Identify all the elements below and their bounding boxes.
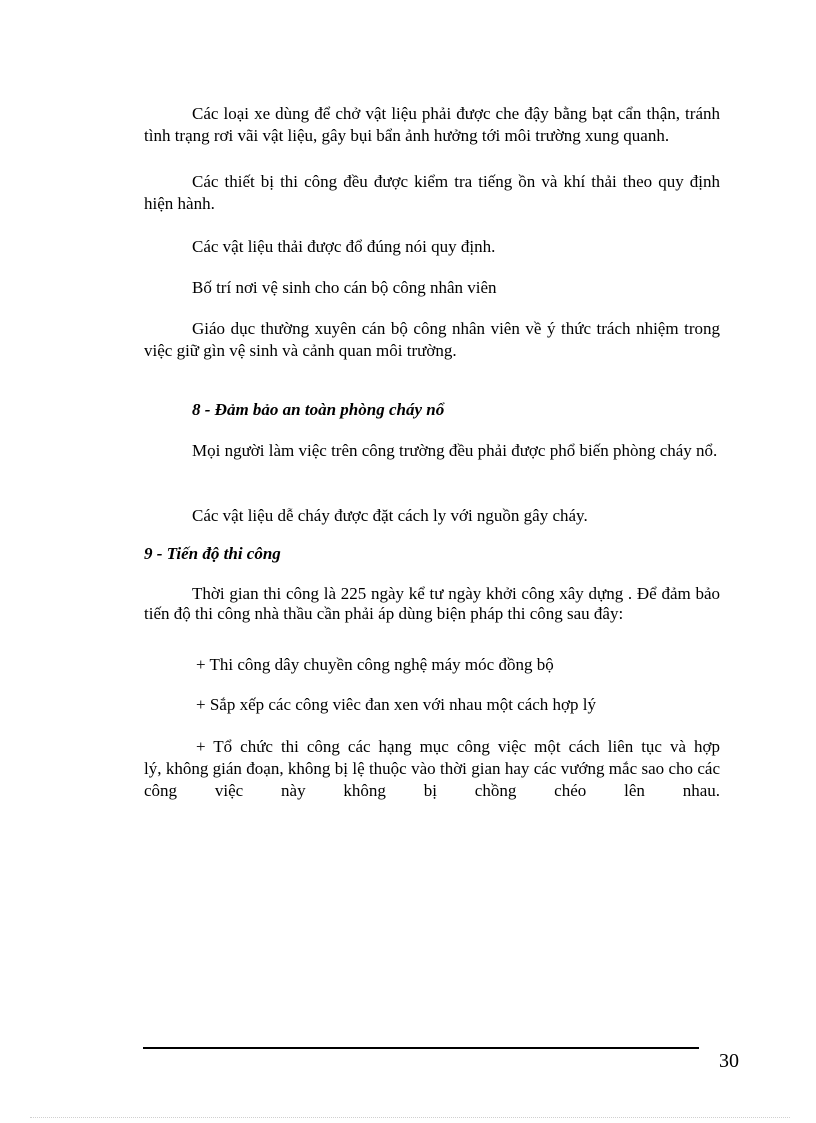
bullet-continuous-rest: lý, không gián đoạn, không bị lệ thuộc vào thời gian hay các vướng mắc sao cho các công việc này không bị chồng chéo lên nhau. xyxy=(144,759,720,800)
page-number: 30 xyxy=(719,1050,739,1072)
paragraph-flammable-materials: Các vật liệu dễ cháy được đặt cách ly với nguồn gây cháy. xyxy=(192,506,588,525)
page-bottom-dotted-edge xyxy=(30,1117,790,1118)
bullet-interleave-work: + Sắp xếp các công viêc đan xen với nhau một cách hợp lý xyxy=(196,695,597,714)
paragraph-education: Giáo dục thường xuyên cán bộ công nhân viên về ý thức trách nhiệm trong việc giữ gìn vệ sinh và cảnh quan môi trường. xyxy=(144,319,720,360)
footer-rule xyxy=(143,1047,699,1049)
paragraph-sanitation: Bố trí nơi vệ sinh cho cán bộ công nhân viên xyxy=(192,278,497,297)
section-8-heading: 8 - Đảm bảo an toàn phòng cháy nổ xyxy=(192,400,445,419)
section-9-heading: 9 - Tiến độ thi công xyxy=(144,544,281,563)
paragraph-schedule: Thời gian thi công là 225 ngày kể tư ngày khởi công xây dựng . Để đảm bảo tiến độ thi công nhà thầu cần phải áp dùng biện pháp thi công sau đây: xyxy=(144,584,720,623)
bullet-continuous-organization xyxy=(144,736,720,802)
paragraph-vehicle-cover: Các loại xe dùng để chở vật liệu phải được che đậy bằng bạt cẩn thận, tránh tình trạng rơi vãi vật liệu, gây bụi bẩn ảnh hưởng tới môi trường xung quanh. xyxy=(144,104,720,145)
paragraph-fire-training: Mọi người làm việc trên công trường đều phải được phổ biến phòng cháy nổ. xyxy=(192,441,718,460)
paragraph-equipment-noise: Các thiết bị thi công đều được kiểm tra tiếng ồn và khí thải theo quy định hiện hành. xyxy=(144,172,720,213)
bullet-production-line: + Thi công dây chuyền công nghệ máy móc đồng bộ xyxy=(196,655,554,674)
bullet-continuous-line1: + Tổ chức thi công các hạng mục công việc một cách liên tục và hợp xyxy=(196,737,720,756)
paragraph-waste-disposal: Các vật liệu thải được đổ đúng nói quy định. xyxy=(192,237,496,256)
